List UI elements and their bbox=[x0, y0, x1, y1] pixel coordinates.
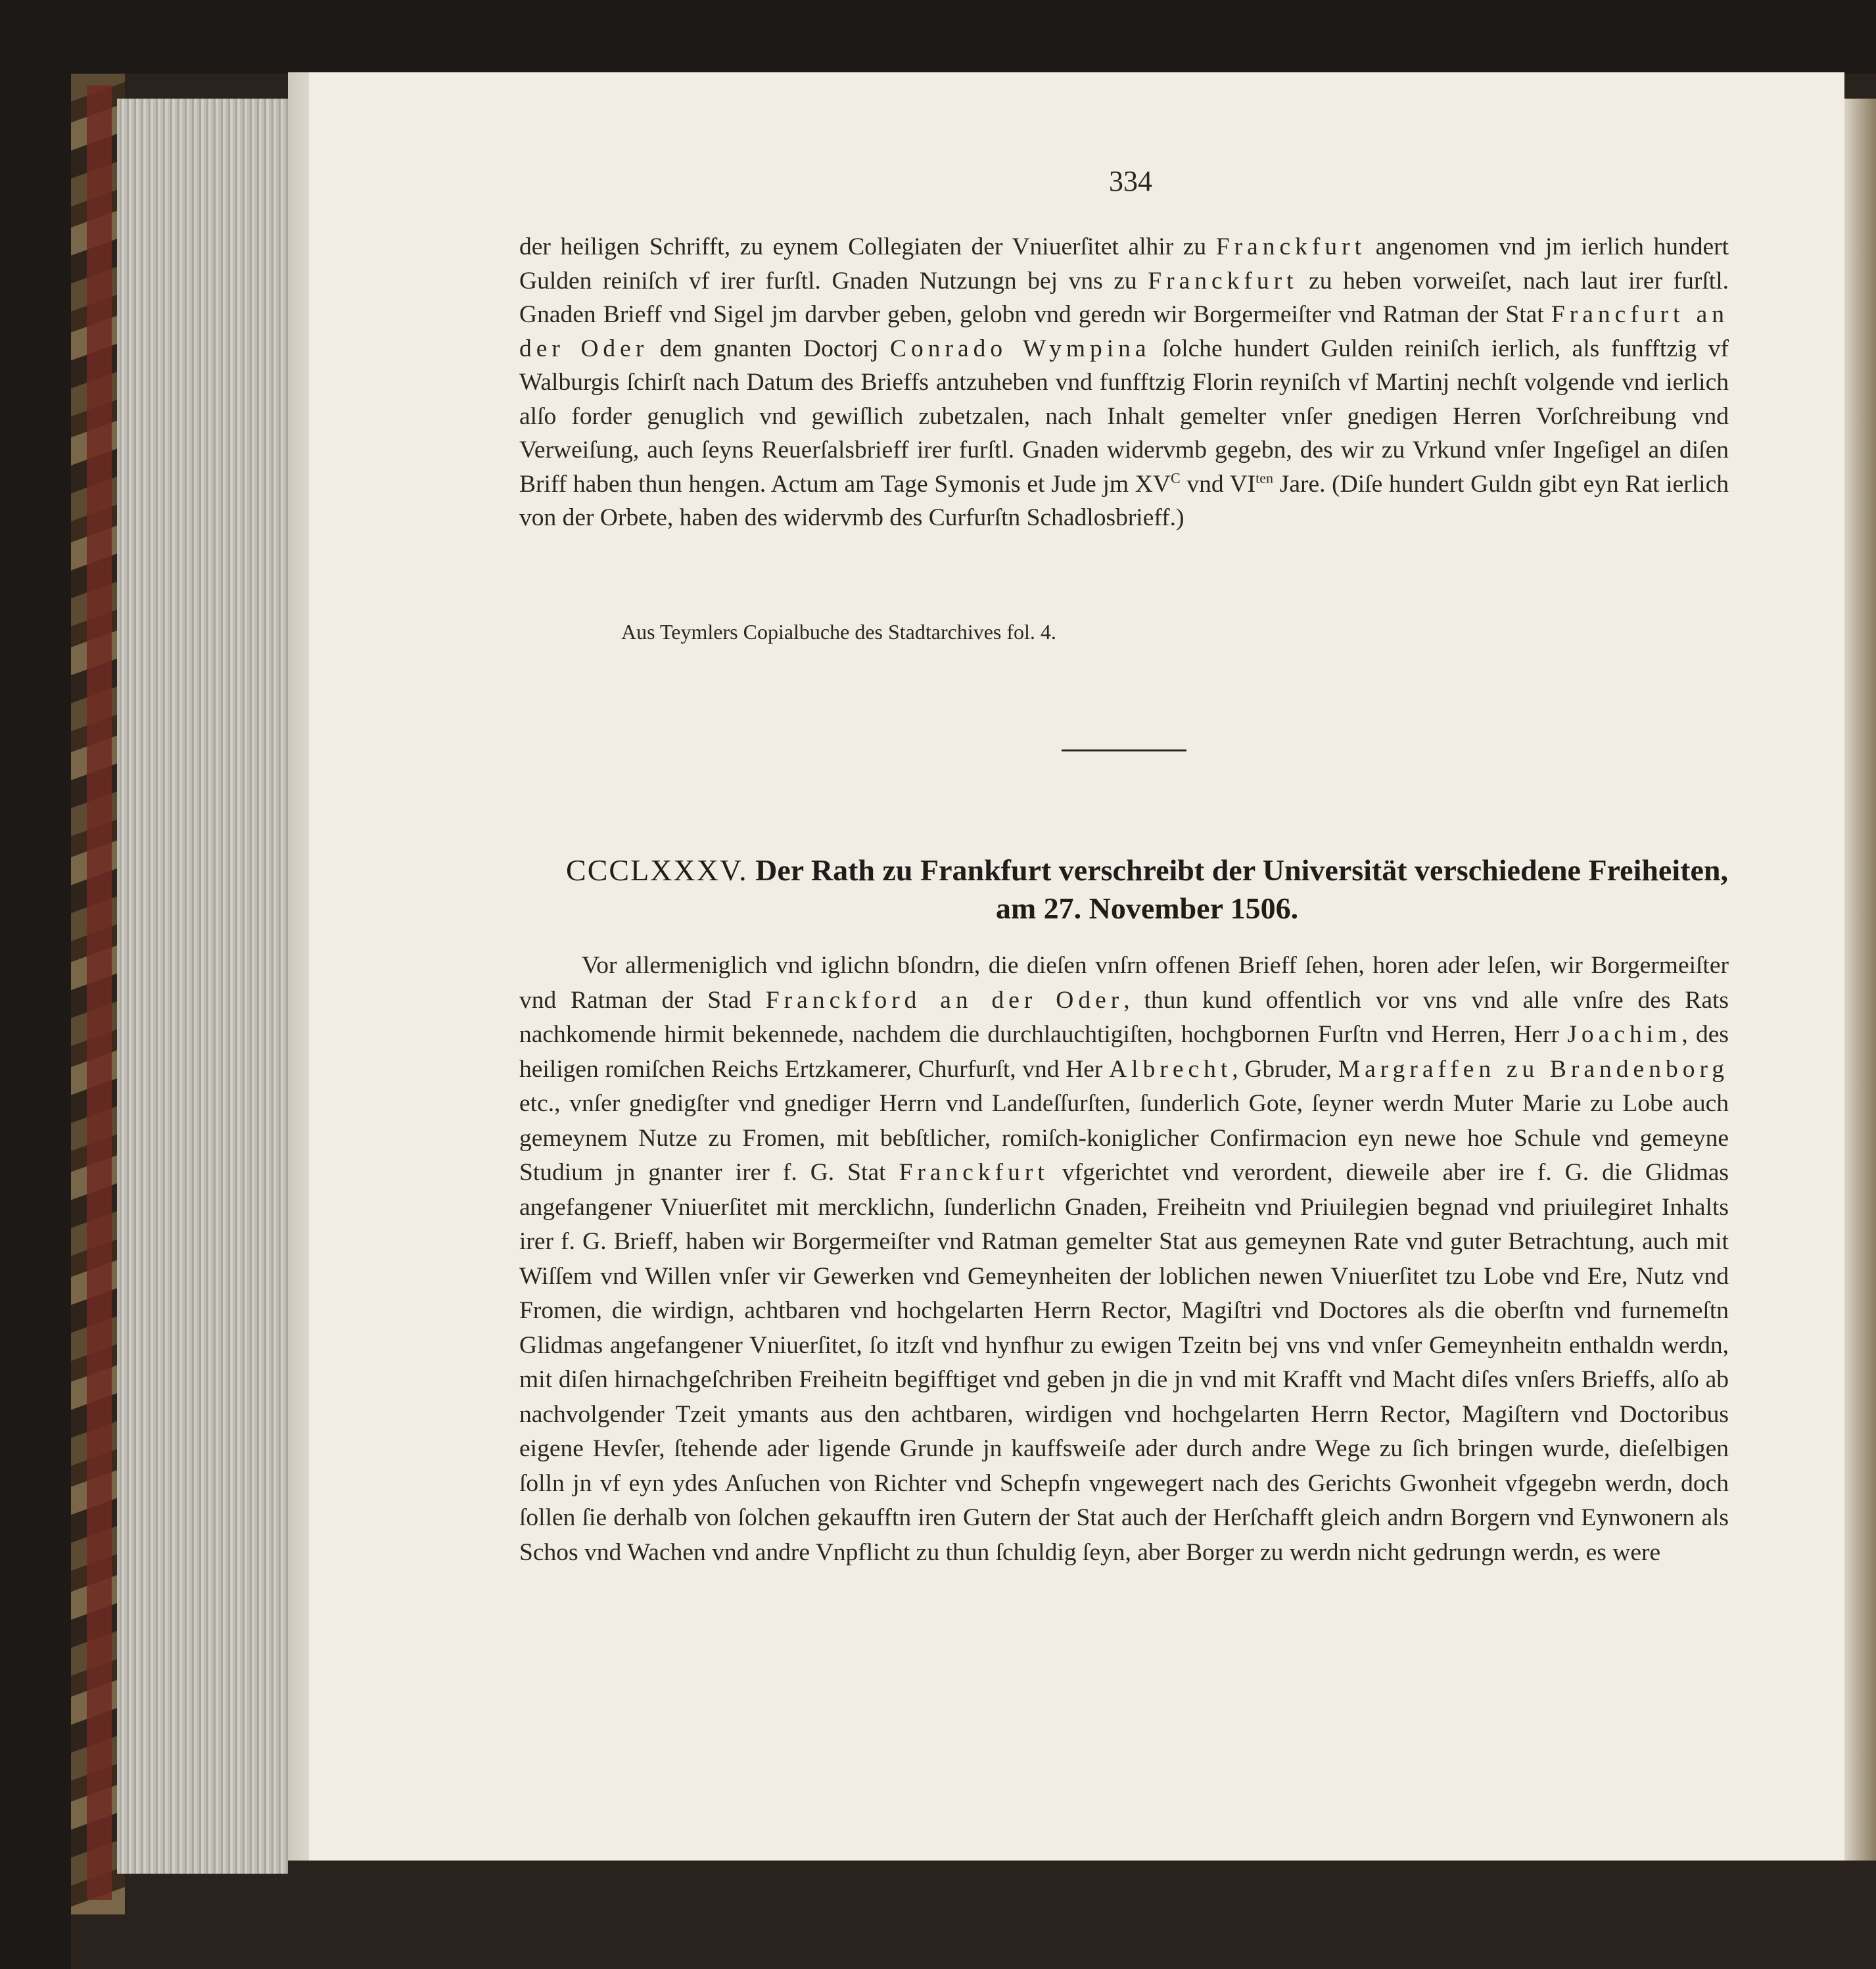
place-name: Franckfurt bbox=[1215, 233, 1367, 260]
text-run: , des heiligen romiſchen Reichs Ertzkamerer, Churfurſt, vnd Her bbox=[519, 1021, 1729, 1083]
page-edges bbox=[117, 99, 288, 1874]
heading-date: am 27. November 1506. bbox=[995, 891, 1299, 925]
right-page-edge bbox=[1844, 99, 1876, 1861]
text-run: angenomen vnd jm ierlich hundert Gulden reiniſch vf irer furſtl. Gnaden Nutzungn bej vns zu bbox=[519, 233, 1729, 295]
title-name: Margraffen zu Brandenborg bbox=[1338, 1055, 1729, 1083]
previous-document-text bbox=[519, 230, 1729, 535]
person-name: Joachim bbox=[1567, 1021, 1682, 1048]
place-name: Franckford an der Oder bbox=[765, 986, 1124, 1014]
document-body bbox=[519, 949, 1729, 1570]
place-name: Francfurt an der Oder bbox=[519, 301, 1729, 362]
text-run: zu heben vorweiſet, nach laut irer furſtl. Gnaden Brieff vnd Sigel jm darvber geben, gelobn vnd geredn wir Borgermeiſter vnd Ratman der Stat bbox=[519, 267, 1729, 328]
text-run: vnd VI bbox=[1180, 470, 1256, 498]
text-run: Jare. (Diſe hundert Guldn gibt eyn Rat ierlich von der Orbete, haben des widervmb des Curfurſtn Schadlosbrieff.) bbox=[519, 470, 1729, 531]
place-name: Franckfurt bbox=[899, 1159, 1049, 1186]
text-run: ſolche hundert Gulden reiniſch ierlich, als funfftzig vf Walburgis ſchirſt nach Datum des Brieffs antzuheben vnd funfftzig Florin reyniſch vf Martinj nechſt volgende vnd ierlich alſo forder genuglich vnd gewiſlich zubetzalen, nach Inhalt gemelter vnſer gnedigen Herren Vorſchreibung vnd Verweiſung, auch ſeyns Reuerſalsbrieff irer furſtl. Gnaden widervmb gegebn, des wir zu Vrkund vnſer Ingeſigel an diſen Briff haben thun hengen. Actum am Tage Symonis et Jude jm XV bbox=[519, 335, 1729, 498]
text-run: etc., vnſer gnedigſter vnd gnediger Herrn vnd Landeſſurſten, ſunderlich Gote, ſeyner werdn Muter Marie zu Lobe auch gemeynem Nutze zu Fromen, mit bebſtlicher, romiſch-koniglicher Confirmacion eyn newe hoe Schule vnd gemeyne Studium jn gnanter irer f. G. Stat bbox=[519, 1090, 1729, 1186]
text-run: , Gbruder, bbox=[1232, 1055, 1338, 1083]
place-name: Franckfurt bbox=[1148, 267, 1298, 295]
heading-number: CCCLXXXV. bbox=[566, 853, 748, 887]
person-name: Conrado Wympina bbox=[890, 335, 1151, 362]
source-note: Aus Teymlers Copialbuche des Stadtarchives fol. 4. bbox=[621, 620, 1056, 644]
section-divider bbox=[1062, 749, 1186, 751]
text-run: , thun kund offentlich vor vns vnd alle vnſre des Rats nachkomende hirmit bekennede, nachdem die durchlauchtigiſten, hochgbornen Furſtn vnd Herren, Herr bbox=[519, 986, 1729, 1048]
text-run: dem gnanten Doctorj bbox=[648, 335, 890, 362]
text-run: vfgerichtet vnd verordent, dieweile aber ire f. G. die Glidmas angefangener Vniuerſitet mit mercklichn, ſunderlichn Gnaden, Freiheitn vnd Priuilegien begnad vnd priuilegiret Inhalts irer f. G. Brieff, haben wir Borgermeiſter vnd Ratman gemelter Stat aus gemeynen Rate vnd guter Betrachtung, auch mit Wiſſem vnd Willen vnſer vir Gewerken vnd Gemeynheiten der loblichen newen Vniuerſitet tzu Lobe vnd Ere, Nutz vnd Fromen, die wirdign, achtbaren vnd hochgelarten Herrn Rector, Magiſtri vnd Doctores als die oberſtn vnd furnemeſtn Glidmas angefangener Vniuerſitet, ſo itzſt vnd hynfhur zu ewigen Tzeitn bej vns vnd vnſer Gemeynheitn enthaldn werdn, mit diſen hirnachgeſchriben Freiheitn begifftiget vnd geben jn die jn vnd mit Krafft vnd Macht diſes vnſers Brieffs, alſo ab nachvolgender Tzeit ymants aus den achtbaren, wirdigen vnd hochgelarten Herrn Rector, Magiſtern vnd Doctoribus eigene Hevſer, ſtehende ader ligende Grunde jn kauffsweiſe ader durch andre Wege zu ſich bringen wurde, dieſelbigen ſolln jn vf eyn ydes Anſuchen von Richter vnd Schepfn vngewegert nach des Gerichts Gwonheit vfgegebn werdn, doch ſollen ſie derhalb von ſolchen gekaufftn iren Gutern der Stat auch der Herſchafft gleich andrn Borgern vnd Eynwonern als Schos vnd Wachen vnd andre Vnpflicht zu thun ſchuldig ſeyn, aber Borger zu werdn nicht gedrungn werdn, es were bbox=[519, 1159, 1729, 1566]
text-run: Vor allermeniglich vnd iglichn bſondrn, die dieſen vnſrn offenen Brieff ſehen, horen ader leſen, wir Borgermeiſter vnd Ratman der Stad bbox=[519, 952, 1729, 1014]
superscript: C bbox=[1170, 469, 1181, 486]
document-heading bbox=[565, 851, 1729, 928]
spine-binding bbox=[87, 85, 112, 1900]
heading-title: Der Rath zu Frankfurt verschreibt der Universität verschiedene Freiheiten, bbox=[755, 853, 1728, 887]
text-run: der heiligen Schrifft, zu eynem Collegiaten der Vniuerſitet alhir zu bbox=[519, 233, 1216, 260]
page-number: 334 bbox=[1109, 165, 1152, 197]
person-name: Albrecht bbox=[1109, 1055, 1232, 1083]
superscript: ten bbox=[1255, 469, 1274, 486]
